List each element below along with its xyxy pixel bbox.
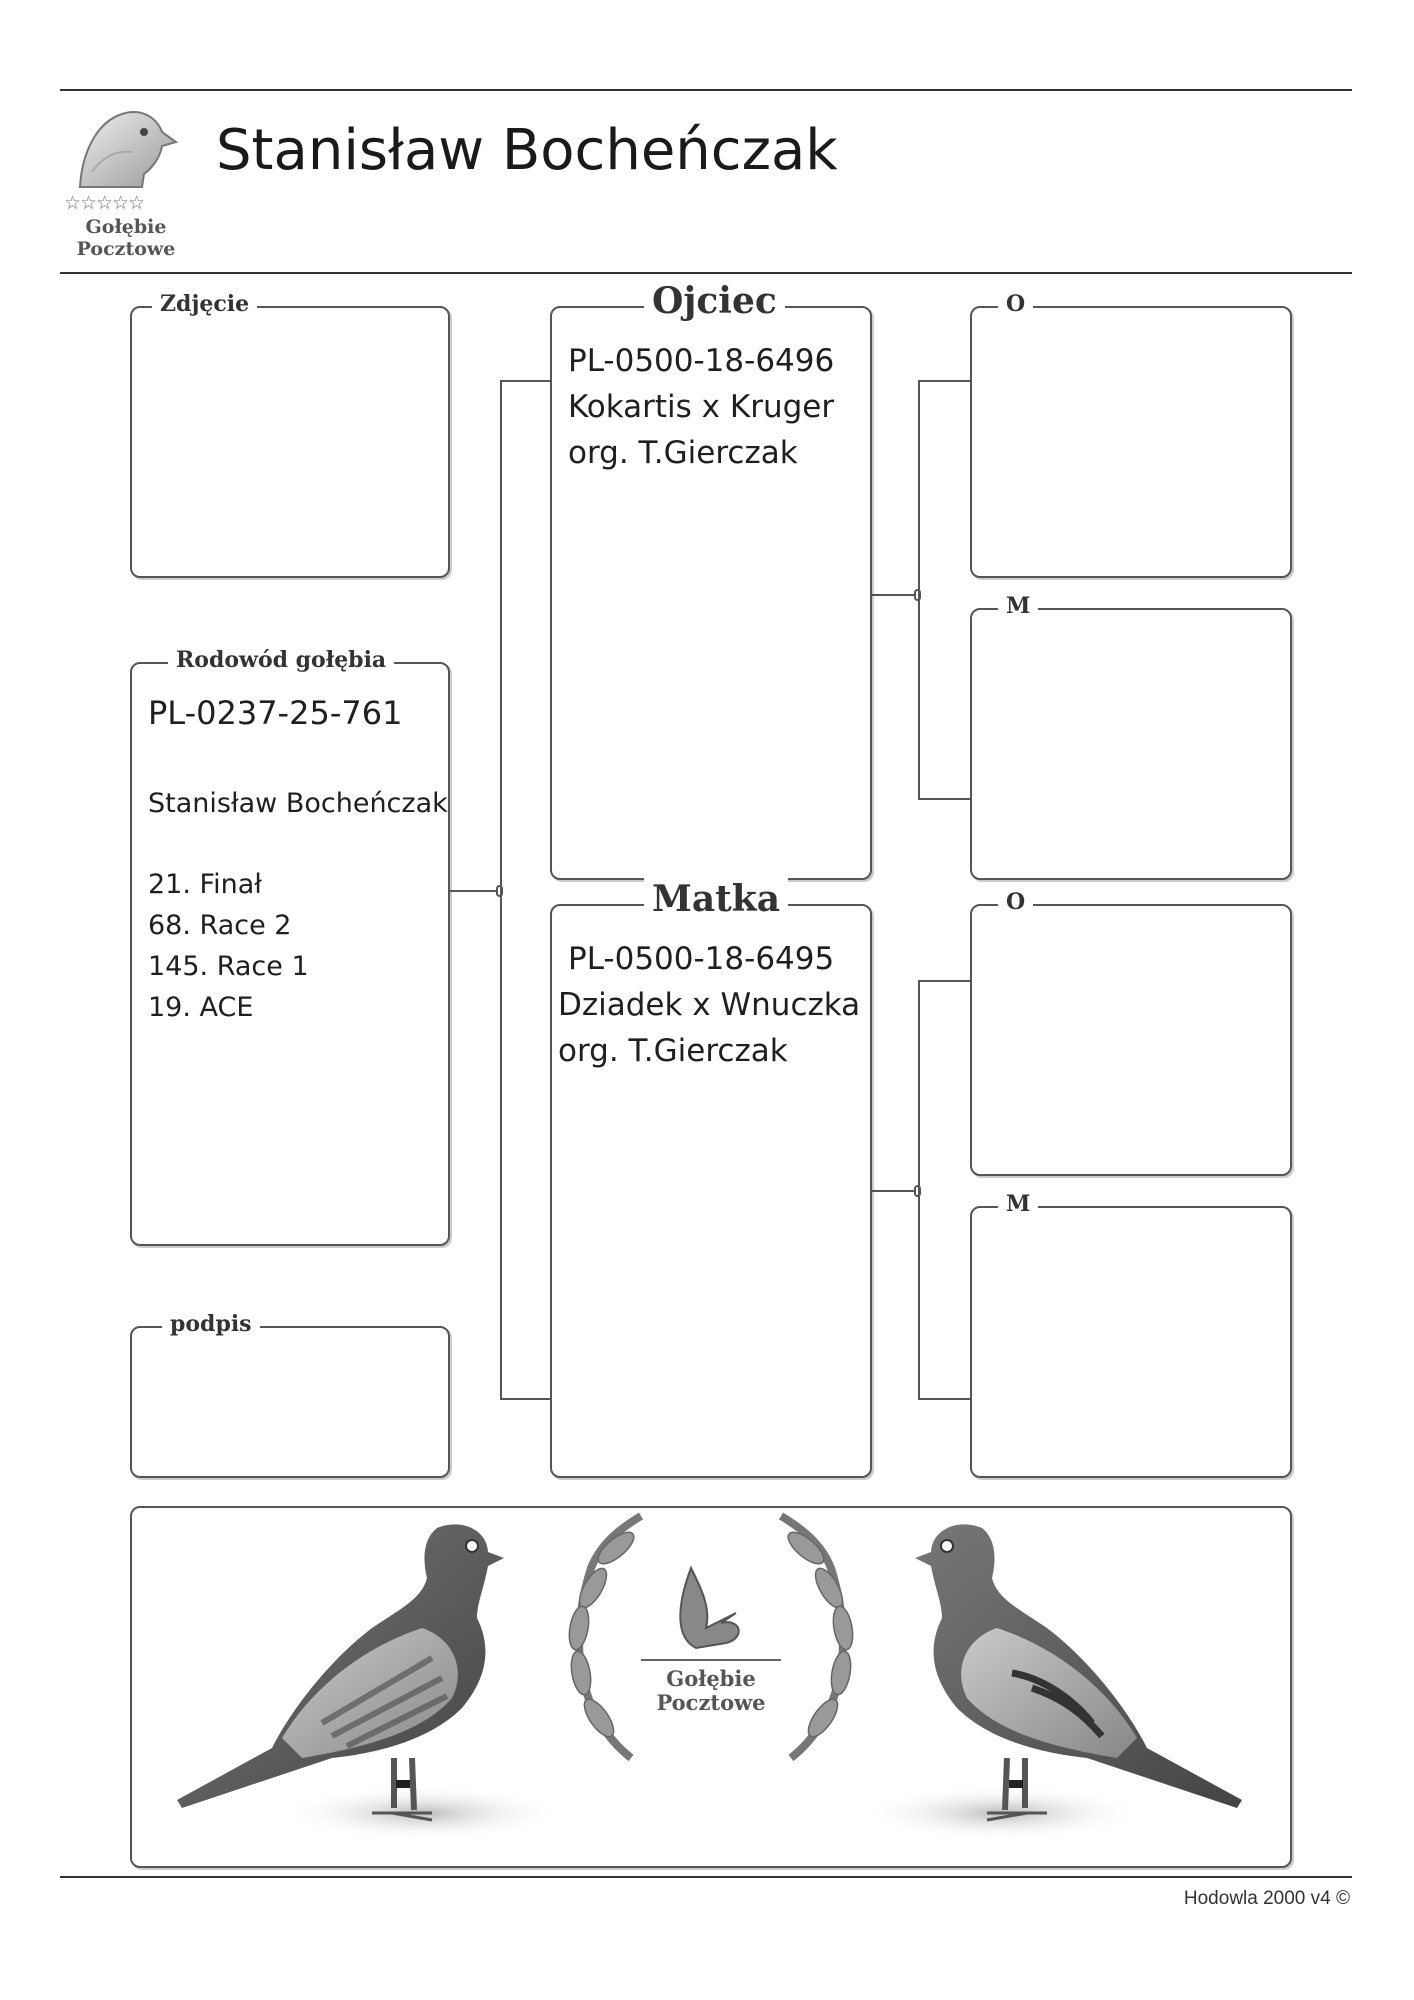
- grandparent-box-mother-father: [970, 889, 1292, 1176]
- grandparent-legend: M: [998, 1191, 1038, 1217]
- signature-box-legend: podpis: [162, 1311, 260, 1337]
- pigeon-pedigree-box: [130, 647, 450, 1246]
- connector-line: [918, 980, 920, 1400]
- result-item: 19. ACE: [148, 992, 254, 1023]
- top-rule: [60, 89, 1352, 91]
- pigeon-ring-number: PL-0237-25-761: [148, 694, 403, 732]
- footer-rule: [60, 1876, 1352, 1878]
- father-ring: PL-0500-18-6496: [568, 343, 835, 379]
- father-legend: Ojciec: [644, 280, 785, 322]
- grandparent-legend: O: [998, 889, 1033, 915]
- pigeon-results: [148, 864, 309, 1028]
- connector-line: [918, 380, 920, 800]
- mother-box: [550, 878, 872, 1478]
- header-rule: [60, 272, 1352, 274]
- logo-text-line2: Pocztowe: [76, 238, 176, 260]
- grandparent-box-father-mother: [970, 593, 1292, 880]
- mother-lineage: Dziadek x Wnuczka: [558, 987, 861, 1023]
- father-details: [568, 338, 834, 476]
- mother-details: [558, 936, 860, 1074]
- mother-origin: org. T.Gierczak: [558, 1033, 788, 1069]
- connector-line: [500, 380, 502, 1400]
- grandparent-legend: M: [998, 593, 1038, 619]
- footer-copyright: Hodowla 2000 v4 ©: [1183, 1888, 1350, 1909]
- pigeon-box-legend: Rodowód gołębia: [168, 647, 394, 673]
- pigeon-owner: Stanisław Bocheńczak: [148, 788, 448, 819]
- mother-legend: Matka: [644, 878, 788, 920]
- connector-line: [918, 380, 970, 382]
- pigeon-head-icon: [72, 102, 182, 192]
- emblem-text-line1: Gołębie: [666, 1666, 756, 1691]
- connector-line: [500, 380, 550, 382]
- connector-line: [918, 980, 970, 982]
- connector-line: [872, 594, 918, 596]
- signature-box[interactable]: [130, 1311, 450, 1478]
- connector-line: [450, 890, 500, 892]
- father-lineage: Kokartis x Kruger: [568, 389, 835, 425]
- result-item: 21. Finał: [148, 869, 262, 900]
- connector-line: [872, 1190, 918, 1192]
- logo-text-line1: Gołębie: [85, 216, 167, 238]
- grandparent-legend: O: [998, 291, 1033, 317]
- logo-stars: ☆☆☆☆☆: [64, 192, 145, 214]
- photo-box[interactable]: [130, 291, 450, 578]
- header-logo: [64, 102, 188, 262]
- bottom-banner: [130, 1506, 1292, 1868]
- father-box: [550, 280, 872, 880]
- connector-line: [918, 1398, 970, 1400]
- emblem-wreath-icon: [566, 1516, 855, 1758]
- result-item: 145. Race 1: [148, 951, 309, 982]
- photo-box-legend: Zdjęcie: [152, 291, 257, 317]
- mother-ring: PL-0500-18-6495: [568, 941, 835, 977]
- father-origin: org. T.Gierczak: [568, 435, 798, 471]
- connector-line: [918, 798, 970, 800]
- breeder-name-title: Stanisław Bocheńczak: [216, 118, 838, 183]
- result-item: 68. Race 2: [148, 910, 292, 941]
- grandparent-box-mother-mother: [970, 1191, 1292, 1478]
- connector-line: [500, 1398, 550, 1400]
- emblem-text-line2: Pocztowe: [656, 1690, 766, 1715]
- grandparent-box-father-father: [970, 291, 1292, 578]
- right-pigeon-image: [862, 1524, 1242, 1841]
- left-pigeon-image: [177, 1524, 562, 1841]
